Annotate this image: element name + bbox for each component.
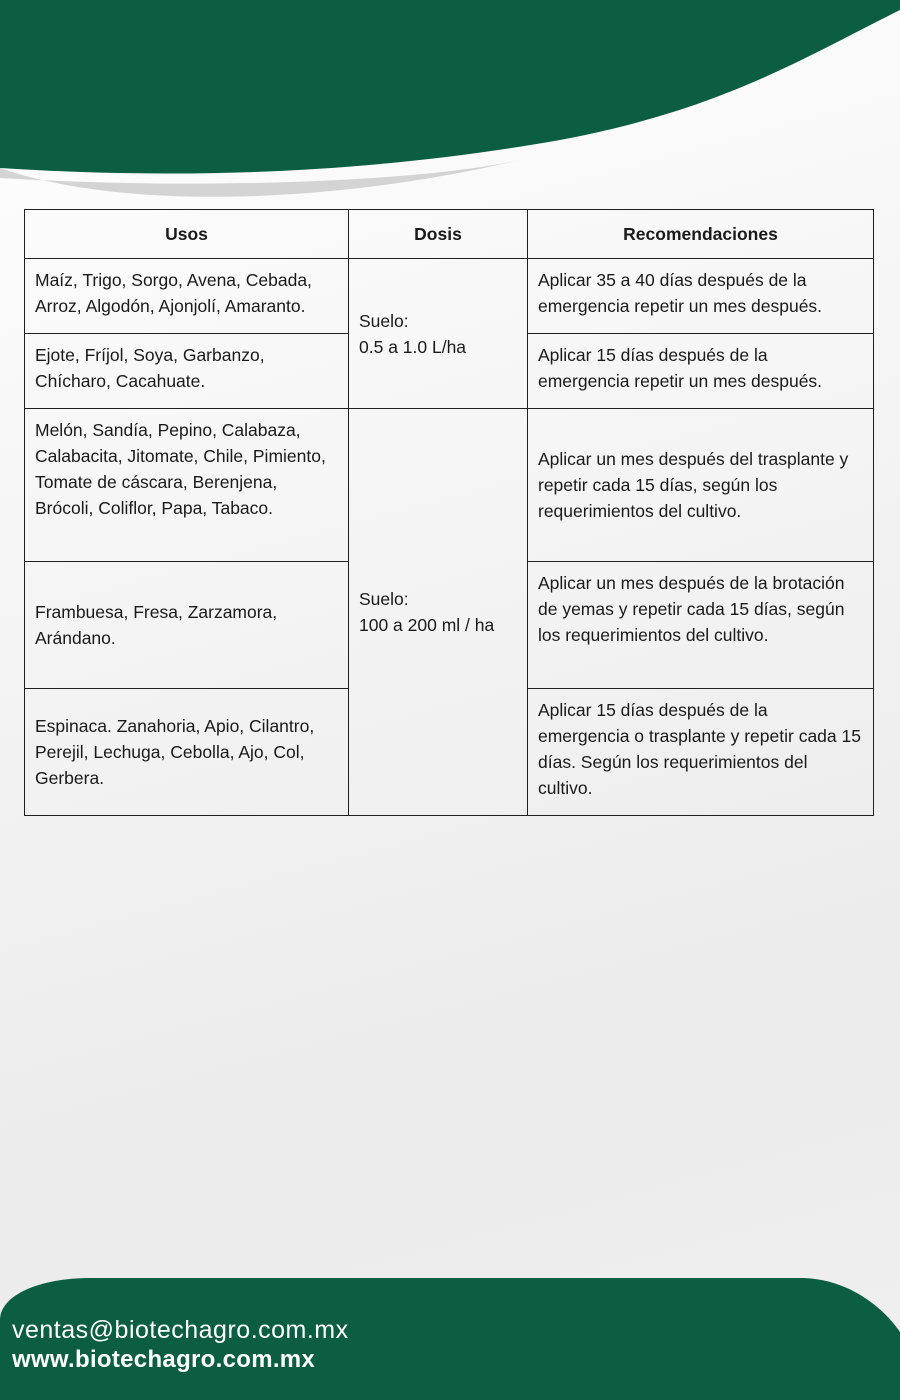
header-dosis: Dosis [349, 210, 528, 259]
uses-cell: Frambuesa, Fresa, Zarzamora, Arándano. [25, 562, 349, 689]
uses-cell: Espinaca. Zanahoria, Apio, Cilantro, Perejil, Lechuga, Cebolla, Ajo, Col, Gerbera. [25, 689, 349, 816]
recommendation-cell: Aplicar 15 días después de la emergencia repetir un mes después. [528, 334, 874, 409]
dose-label: Suelo: [359, 310, 409, 331]
usage-table [24, 209, 874, 816]
table-row [25, 259, 874, 334]
dose-label: Suelo: [359, 589, 409, 609]
dose-cell [349, 259, 528, 409]
header-recomendaciones: Recomendaciones [528, 210, 874, 259]
dose-value: 100 a 200 ml / ha [359, 615, 495, 635]
header-wave [0, 0, 900, 215]
footer-email[interactable]: ventas@biotechagro.com.mx [12, 1316, 349, 1344]
recommendation-cell: Aplicar 35 a 40 días después de la emergencia repetir un mes después. [528, 259, 874, 334]
recommendation-cell: Aplicar un mes después de la brotación de yemas y repetir cada 15 días, según los requerimientos del cultivo. [528, 562, 874, 689]
uses-cell: Ejote, Fríjol, Soya, Garbanzo, Chícharo, Cacahuate. [25, 334, 349, 409]
footer-website[interactable]: www.biotechagro.com.mx [12, 1346, 316, 1373]
uses-cell: Melón, Sandía, Pepino, Calabaza, Calabacita, Jitomate, Chile, Pimiento, Tomate de cáscara, Berenjena, Brócoli, Coliflor, Papa, Tabaco. [25, 409, 349, 562]
uses-cell: Maíz, Trigo, Sorgo, Avena, Cebada, Arroz, Algodón, Ajonjolí, Amaranto. [25, 259, 349, 334]
recommendation-cell: Aplicar un mes después del trasplante y repetir cada 15 días, según los requerimientos del cultivo. [528, 409, 874, 562]
dose-cell [349, 409, 528, 816]
header-usos: Usos [25, 210, 349, 259]
table-row [25, 409, 874, 562]
dose-value: 0.5 a 1.0 L/ha [359, 336, 467, 357]
table-header-row [25, 210, 874, 259]
recommendation-cell: Aplicar 15 días después de la emergencia o trasplante y repetir cada 15 días. Según los requerimientos del cultivo. [528, 689, 874, 816]
